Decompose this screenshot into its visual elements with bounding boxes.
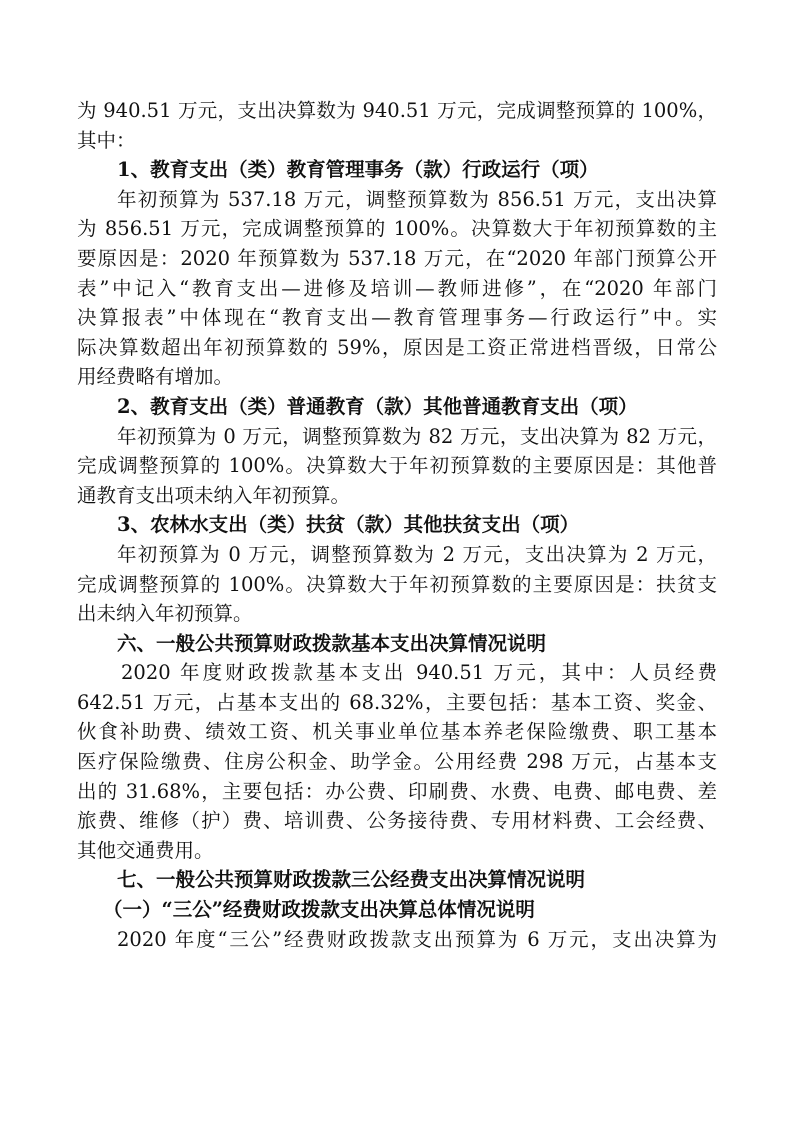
section-heading: 2、教育支出（类）普通教育（款）其他普通教育支出（项） bbox=[117, 394, 638, 418]
paragraph-line: 年初预算为 0 万元，调整预算数为 2 万元，支出决算为 2 万元， bbox=[117, 542, 717, 566]
paragraph-line: 完成调整预算的 100%。决算数大于年初预算数的主要原因是：其他普 bbox=[77, 454, 717, 478]
paragraph-line: 用经费略有增加。 bbox=[77, 365, 234, 389]
section-heading: 1、教育支出（类）教育管理事务（款）行政运行（项） bbox=[117, 158, 599, 182]
paragraph-line: 决算报表”中体现在“教育支出—教育管理事务—行政运行”中。实 bbox=[77, 306, 717, 330]
paragraph-line: 为 940.51 万元，支出决算数为 940.51 万元，完成调整预算的 100%， bbox=[77, 99, 717, 122]
paragraph-line: 2020 年度“三公”经费财政拨款支出预算为 6 万元，支出决算为 bbox=[117, 927, 717, 951]
section-heading: 3、农林水支出（类）扶贫（款）其他扶贫支出（项） bbox=[117, 513, 580, 537]
paragraph-line: 642.51 万元，占基本支出的 68.32%，主要包括：基本工资、奖金、 bbox=[77, 690, 717, 714]
paragraph-line: 出的 31.68%，主要包括：办公费、印刷费、水费、电费、邮电费、差 bbox=[77, 779, 717, 803]
paragraph-line: 旅费、维修（护）费、培训费、公务接待费、专用材料费、工会经费、 bbox=[77, 809, 717, 833]
paragraph-line: 为 856.51 万元，完成调整预算的 100%。决算数大于年初预算数的主 bbox=[77, 217, 717, 241]
paragraph-line: 2020 年度财政拨款基本支出 940.51 万元，其中：人员经费 bbox=[121, 661, 717, 685]
paragraph-line: 其中： bbox=[77, 128, 136, 152]
paragraph-line: 其他交通费用。 bbox=[77, 838, 214, 862]
paragraph-line: 表”中记入“教育支出—进修及培训—教师进修”，在“2020 年部门 bbox=[77, 276, 717, 300]
paragraph-line: 完成调整预算的 100%。决算数大于年初预算数的主要原因是：扶贫支 bbox=[77, 572, 717, 596]
paragraph-line: 出未纳入年初预算。 bbox=[77, 602, 253, 626]
section-heading: 七、一般公共预算财政拨款三公经费支出决算情况说明 bbox=[117, 868, 586, 892]
paragraph-line: 伙食补助费、绩效工资、机关事业单位基本养老保险缴费、职工基本 bbox=[77, 720, 717, 744]
paragraph-line: 年初预算为 0 万元，调整预算数为 82 万元，支出决算为 82 万元， bbox=[117, 424, 717, 448]
document-body bbox=[77, 96, 717, 954]
section-heading: 六、一般公共预算财政拨款基本支出决算情况说明 bbox=[117, 631, 547, 655]
subsection-heading: （一）“三公”经费财政拨款支出决算总体情况说明 bbox=[103, 898, 535, 922]
paragraph-line: 年初预算为 537.18 万元，调整预算数为 856.51 万元，支出决算 bbox=[117, 187, 717, 211]
paragraph-line: 通教育支出项未纳入年初预算。 bbox=[77, 483, 351, 507]
paragraph-line: 医疗保险缴费、住房公积金、助学金。公用经费 298 万元，占基本支 bbox=[77, 750, 717, 774]
paragraph-line: 际决算数超出年初预算数的 59%，原因是工资正常进档晋级，日常公 bbox=[77, 335, 717, 359]
paragraph-line: 要原因是：2020 年预算数为 537.18 万元，在“2020 年部门预算公开 bbox=[77, 246, 717, 270]
